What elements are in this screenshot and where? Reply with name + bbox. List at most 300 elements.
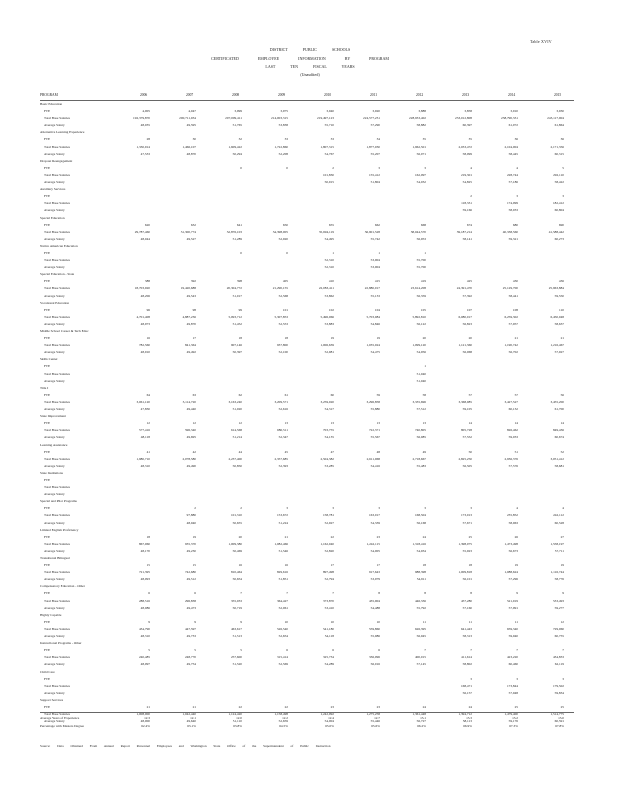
program-category-row [0, 130, 618, 137]
cell-value: 55,880 [370, 407, 380, 412]
program-category-row [0, 187, 618, 194]
row-label: Average Salary [44, 577, 65, 582]
cell-value: 4 [516, 506, 518, 511]
cell-value: 5,093,712 [228, 314, 242, 319]
cell-value: 49,754 [186, 662, 196, 667]
cell-value: 5 [194, 648, 196, 653]
cell-value: 55,207 [370, 151, 380, 156]
cell-value: 57,576 [508, 463, 518, 468]
cell-value: 49,527 [186, 236, 196, 241]
cell-value: 21 [560, 336, 564, 341]
cell-value: 56,823 [462, 321, 472, 326]
cell-value: 12 [192, 421, 196, 426]
program-data-row [0, 485, 618, 492]
cell-value: 36 [514, 137, 518, 142]
cell-value: 101,310 [230, 513, 242, 518]
cell-value: 219,497,123 [317, 116, 334, 121]
cell-value: 51,804 [370, 180, 380, 185]
cell-value: 58,802 [462, 662, 472, 667]
cell-value: 50,469 [232, 548, 242, 553]
program-category-row [0, 443, 618, 450]
cell-value: 59,166 [462, 208, 472, 213]
cell-value: 54,118 [324, 634, 334, 639]
cell-value: 51,546 [278, 548, 288, 553]
cell-value: 58,963 [508, 520, 518, 525]
cell-value: 2 [194, 506, 196, 511]
program-data-row [0, 152, 618, 159]
cell-value: 18 [422, 563, 426, 568]
cell-value: 56,068 [462, 350, 472, 355]
cell-value: 56,702 [508, 350, 518, 355]
cell-value: 22 [330, 534, 334, 539]
cell-value: 19 [330, 336, 334, 341]
cell-value: 54,339 [370, 520, 380, 525]
cell-value: 56,727 [416, 719, 426, 724]
cell-value: 52,659 [278, 719, 288, 724]
program-data-row [0, 116, 618, 123]
cell-value: 411,614 [461, 655, 472, 660]
cell-value: 51,040 [416, 378, 426, 383]
cell-value: 182,412 [552, 201, 564, 206]
cell-value: 526,540 [276, 626, 288, 631]
program-category-row [0, 244, 618, 251]
cell-value: 400,015 [414, 655, 426, 660]
cell-value: 179,502 [552, 683, 564, 688]
cell-value: 1,008,000 [136, 712, 150, 717]
cell-value: 703,755 [322, 428, 334, 433]
cell-value: 18 [238, 336, 242, 341]
cell-value: 1,121,360 [458, 343, 472, 348]
row-label: FTE [44, 477, 51, 482]
cell-value: 5,307,853 [274, 314, 288, 319]
cell-value: 55,742 [370, 236, 380, 241]
cell-value: 1,398,075 [458, 541, 472, 546]
cell-value: 24,391,470 [456, 286, 472, 291]
row-label: Average Salary [44, 605, 65, 610]
cell-value: 34,398,005 [272, 229, 288, 234]
program-category-label: Highly Capable [40, 612, 62, 617]
cell-value: 52,820 [324, 548, 334, 553]
cell-value: 158,781 [322, 513, 334, 518]
cell-value: 18,703,920 [134, 286, 150, 291]
cell-value: 56,168 [416, 520, 426, 525]
cell-value: 60,315 [554, 151, 564, 156]
cell-value: 50,719 [232, 605, 242, 610]
footer-value: 65.0% [325, 724, 334, 728]
cell-value: 3,114,720 [182, 399, 196, 404]
row-label: Average Salary [44, 719, 65, 724]
program-category-row [0, 102, 618, 109]
cell-value: 3,427,527 [504, 399, 518, 404]
cell-value: 56,122 [416, 321, 426, 326]
cell-value: 54,846 [370, 321, 380, 326]
column-header-year: 2009 [278, 93, 286, 97]
cell-value: 55,700 [416, 258, 426, 263]
cell-value: 56,071 [416, 151, 426, 156]
cell-value: 11 [468, 619, 472, 624]
program-category-row [0, 613, 618, 620]
cell-value: 988,398 [414, 570, 426, 575]
row-label: Average Salary [44, 208, 65, 213]
cell-value: 415 [374, 279, 380, 284]
cell-value: 58,441 [508, 293, 518, 298]
cell-value: 1,082,466 [274, 541, 288, 546]
cell-value: 4,887,236 [182, 314, 196, 319]
cell-value: 7 [516, 648, 518, 653]
cell-value: 64 [146, 392, 150, 397]
cell-value: 1,190,742 [504, 343, 518, 348]
cell-value: 3 [424, 165, 426, 170]
cell-value: 57 [514, 392, 518, 397]
row-label: FTE [44, 449, 51, 454]
program-category-row [0, 584, 618, 591]
program-data-row [0, 336, 618, 343]
cell-value: 5 [148, 648, 150, 653]
cell-value: 4 [470, 165, 472, 170]
cell-value: 57,948 [508, 690, 518, 695]
cell-value: 60,397 [462, 123, 472, 128]
cell-value: 38,044,570 [410, 229, 426, 234]
cell-value: 54,005 [370, 548, 380, 553]
row-label: Total Base Salaries [44, 144, 70, 149]
table-number: Table XVIV [530, 39, 552, 44]
cell-value: 59,834 [554, 690, 564, 695]
row-label: Total Base Salaries [44, 201, 70, 206]
cell-value: 33 [330, 137, 334, 142]
cell-value: 14 [468, 421, 472, 426]
cell-value: 60,460 [508, 662, 518, 667]
cell-value: 107 [466, 307, 472, 312]
program-category-row [0, 528, 618, 535]
cell-value: 49 [422, 449, 426, 454]
cell-value: 4 [562, 506, 564, 511]
cell-value: 57,512 [416, 407, 426, 412]
cell-value: 7 [332, 591, 334, 596]
cell-value: 60 [330, 392, 334, 397]
cell-value: 40,338,560 [502, 229, 518, 234]
cell-value: 52,393 [278, 463, 288, 468]
cell-value: 60,674 [554, 435, 564, 440]
cell-value: 32 [238, 137, 242, 142]
column-header-year: 2007 [186, 93, 194, 97]
program-category-label: Transitional Bilingual [40, 556, 70, 560]
cell-value: 17 [192, 336, 196, 341]
program-data-row [0, 109, 618, 116]
program-category-label: Support Services [40, 697, 64, 702]
cell-value: 16 [238, 563, 242, 568]
cell-value: 52,920 [278, 236, 288, 241]
cell-value: 29,787,460 [134, 229, 150, 234]
program-data-row [0, 258, 618, 265]
header-divider [40, 100, 574, 101]
program-data-row [0, 343, 618, 350]
row-label: Total Base Salaries [44, 655, 70, 660]
cell-value: 58,637 [554, 321, 564, 326]
program-category-row [0, 159, 618, 166]
cell-value: 1 [378, 250, 380, 255]
footer-divider [40, 712, 574, 713]
cell-value: 62,119 [554, 662, 564, 667]
cell-value: 224,577,231 [363, 116, 380, 121]
row-label: Average Salary [44, 435, 65, 440]
footer-value: 66.9% [463, 724, 472, 728]
footer-value: 67.3% [509, 724, 518, 728]
cell-value: 541,180 [322, 626, 334, 631]
cell-value: 54,911 [416, 577, 426, 582]
cell-value: 15 [146, 563, 150, 568]
cell-value: 59,105 [462, 407, 472, 412]
row-label: Average Salary [44, 378, 65, 383]
row-label: FTE [44, 222, 51, 227]
cell-value: 1 [332, 250, 334, 255]
cell-value: 1,158,498 [274, 712, 288, 717]
program-category-row [0, 556, 618, 563]
cell-value: 21,290,155 [272, 286, 288, 291]
program-category-row [0, 386, 618, 393]
cell-value: 641 [236, 222, 242, 227]
cell-value: 48,310 [140, 463, 150, 468]
cell-value: 51,017 [232, 293, 242, 298]
footer-value: 12.4 [328, 716, 334, 720]
cell-value: 52,654 [278, 634, 288, 639]
row-label: FTE [44, 137, 51, 142]
program-category-label: Middle School Career & Tech Educ [40, 329, 89, 333]
cell-value: 48,118 [140, 435, 150, 440]
cell-value: 3 [516, 676, 518, 681]
row-label: Total Base Salaries [44, 428, 70, 433]
cell-value: 52,927 [324, 520, 334, 525]
footer-value: 12.3 [144, 716, 150, 720]
footer-value: 13.3 [466, 716, 472, 720]
cell-value: 430 [512, 279, 518, 284]
program-data-row [0, 648, 618, 655]
cell-value: 16 [146, 336, 150, 341]
cell-value: 57,186 [508, 180, 518, 185]
row-label: FTE [44, 109, 51, 114]
cell-value: 1 [424, 250, 426, 255]
cell-value: 364,427 [276, 598, 288, 603]
program-data-row [0, 350, 618, 357]
program-data-row [0, 201, 618, 208]
program-data-row [0, 570, 618, 577]
footer-value: 63.1% [187, 724, 196, 728]
cell-value: 257,600 [230, 655, 242, 660]
cell-value: 233,012,808 [455, 116, 472, 121]
program-category-label: Skills Center [40, 357, 58, 362]
cell-value: 3,368,985 [458, 399, 472, 404]
cell-value: 2,237,400 [228, 456, 242, 461]
program-category-label: Instructional Programs - Other [40, 641, 82, 646]
cell-value: 6 [378, 648, 380, 653]
title-line-2: CERTIFICATED EMPLOYEE INFORMATION BY PROGRAM [211, 56, 389, 61]
program-data-row [0, 450, 618, 457]
cell-value: 12 [560, 619, 564, 624]
cell-value: 61,072 [508, 123, 518, 128]
cell-value: 49,473 [186, 605, 196, 610]
footer-value: 63.8% [233, 724, 242, 728]
program-data-row [0, 478, 618, 485]
cell-value: 805,728 [460, 428, 472, 433]
cell-value: 23 [376, 534, 380, 539]
cell-value: 3,259,020 [320, 399, 334, 404]
program-category-label: Vocational Education [40, 300, 70, 305]
cell-value: 60,132 [508, 407, 518, 412]
cell-value: 11 [514, 619, 518, 624]
program-data-row [0, 535, 618, 542]
cell-value: 292,110 [553, 172, 564, 177]
cell-value: 54,956 [416, 350, 426, 355]
cell-value: 1,088,624 [504, 570, 518, 575]
program-data-row [0, 286, 618, 293]
cell-value: 62 [238, 392, 242, 397]
cell-value: 57,927 [554, 350, 564, 355]
cell-value: 21 [514, 336, 518, 341]
program-data-row [0, 563, 618, 570]
program-data-row [0, 223, 618, 230]
cell-value: 48,093 [140, 577, 150, 582]
row-label: Average Salary [44, 463, 65, 468]
cell-value: 102 [328, 307, 334, 312]
program-category-row [0, 272, 618, 279]
program-category-label: Alternative Learning Experience [40, 130, 85, 135]
cell-value: 9 [240, 619, 242, 624]
cell-value: 55,133 [370, 293, 380, 298]
title-line-3: LAST TEN FISCAL YEARS [265, 64, 355, 69]
cell-value: 9 [516, 591, 518, 596]
cell-value: 105 [420, 307, 426, 312]
cell-value: 54,032 [416, 180, 426, 185]
cell-value: 829,616 [276, 570, 288, 575]
footer-value: 13.1 [420, 716, 426, 720]
column-header-program: PROGRAM [40, 93, 58, 97]
cell-value: 6,450,048 [550, 314, 564, 319]
cell-value: 61,700 [554, 407, 564, 412]
cell-value: 52,553 [278, 321, 288, 326]
row-label: Total Base Salaries [44, 712, 70, 717]
column-header-year: 2006 [140, 93, 148, 97]
cell-value: 104 [374, 307, 380, 312]
cell-value: 53,862 [324, 293, 334, 298]
cell-value: 325,734 [322, 655, 334, 660]
footer-value: 64.5% [279, 724, 288, 728]
cell-value: 32,876,103 [226, 229, 242, 234]
program-data-row [0, 180, 618, 187]
cell-value: 1,722,860 [274, 144, 288, 149]
program-data-row [0, 364, 618, 371]
cell-value: 56,985 [416, 435, 426, 440]
cell-value: 49,512 [186, 577, 196, 582]
cell-value: 31,300,774 [180, 229, 196, 234]
footer-value: 12.1 [190, 716, 196, 720]
cell-value: 58 [422, 392, 426, 397]
row-label: FTE [44, 165, 51, 170]
footer-value: 13.0 [558, 716, 564, 720]
cell-value: 99 [238, 307, 242, 312]
row-label: Total Base Salaries [44, 343, 70, 348]
cell-value: 7 [240, 591, 242, 596]
cell-value: 53,838 [278, 123, 288, 128]
cell-value: 20 [238, 534, 242, 539]
cell-value: 228,744 [506, 172, 518, 177]
cell-value: 388 [144, 279, 150, 284]
cell-value: 662 [374, 222, 380, 227]
footer-value: 62.4% [141, 724, 150, 728]
cell-value: 214,003,315 [271, 116, 288, 121]
program-category-label: Title I [40, 385, 49, 390]
footer-label: Percentage with Masters Degree [40, 724, 84, 728]
cell-value: 2,033,472 [458, 144, 472, 149]
program-data-row [0, 400, 618, 407]
cell-value: 49,440 [186, 407, 196, 412]
program-data-row [0, 294, 618, 301]
cell-value: 355,033 [230, 598, 242, 603]
cell-value: 27 [560, 534, 564, 539]
cell-value: 53,883 [324, 321, 334, 326]
cell-value: 3,910 [510, 109, 518, 114]
cell-value: 98 [192, 307, 196, 312]
program-data-row [0, 492, 618, 499]
cell-value: 61,864 [554, 123, 564, 128]
cell-value: 59,277 [554, 605, 564, 610]
program-data-row [0, 265, 618, 272]
cell-value: 50,915 [324, 180, 334, 185]
cell-value: 849,436 [552, 428, 564, 433]
column-header-year: 2015 [554, 93, 562, 97]
cell-value: 118,331 [461, 201, 472, 206]
cell-value: 2,078,580 [182, 456, 196, 461]
cell-value: 626,395 [414, 626, 426, 631]
cell-value: 22,880,017 [364, 286, 380, 291]
cell-value: 8 [378, 591, 380, 596]
cell-value: 53,410 [324, 605, 334, 610]
cell-value: 51 [514, 449, 518, 454]
cell-value: 55,986 [370, 634, 380, 639]
cell-value: 1,361,448 [412, 712, 426, 717]
cell-value: 51,851 [278, 577, 288, 582]
cell-value: 22 [284, 704, 288, 709]
cell-value: 434,833 [552, 655, 564, 660]
cell-value: 935,370 [184, 541, 196, 546]
cell-value: 48,035 [140, 123, 150, 128]
cell-value: 20 [422, 336, 426, 341]
row-label: Total Base Salaries [44, 626, 70, 631]
cell-value: 52,208 [278, 151, 288, 156]
cell-value: 56,157 [462, 690, 472, 695]
cell-value: 10 [376, 619, 380, 624]
cell-value: 45 [284, 449, 288, 454]
row-label: Total Base Salaries [44, 570, 70, 575]
cell-value: 47 [330, 449, 334, 454]
cell-value: 168,504 [414, 513, 426, 518]
cell-value: 6 [332, 648, 334, 653]
cell-value: 1,330,914 [136, 144, 150, 149]
program-data-row [0, 166, 618, 173]
cell-value: 58,882 [416, 123, 426, 128]
cell-value: 42 [192, 449, 196, 454]
row-label: Total Base Salaries [44, 399, 70, 404]
cell-value: 162,097 [414, 172, 426, 177]
cell-value: 11 [422, 619, 426, 624]
cell-value: 48,973 [140, 321, 150, 326]
footer-value: 65.6% [371, 724, 380, 728]
cell-value: 36 [560, 137, 564, 142]
cell-value: 58,113 [462, 719, 472, 724]
cell-value: 1,980,710 [136, 456, 150, 461]
cell-value: 826,462 [506, 428, 518, 433]
cell-value: 51,020 [232, 407, 242, 412]
cell-value: 1,009,818 [458, 570, 472, 575]
cell-value: 0 [240, 165, 242, 170]
